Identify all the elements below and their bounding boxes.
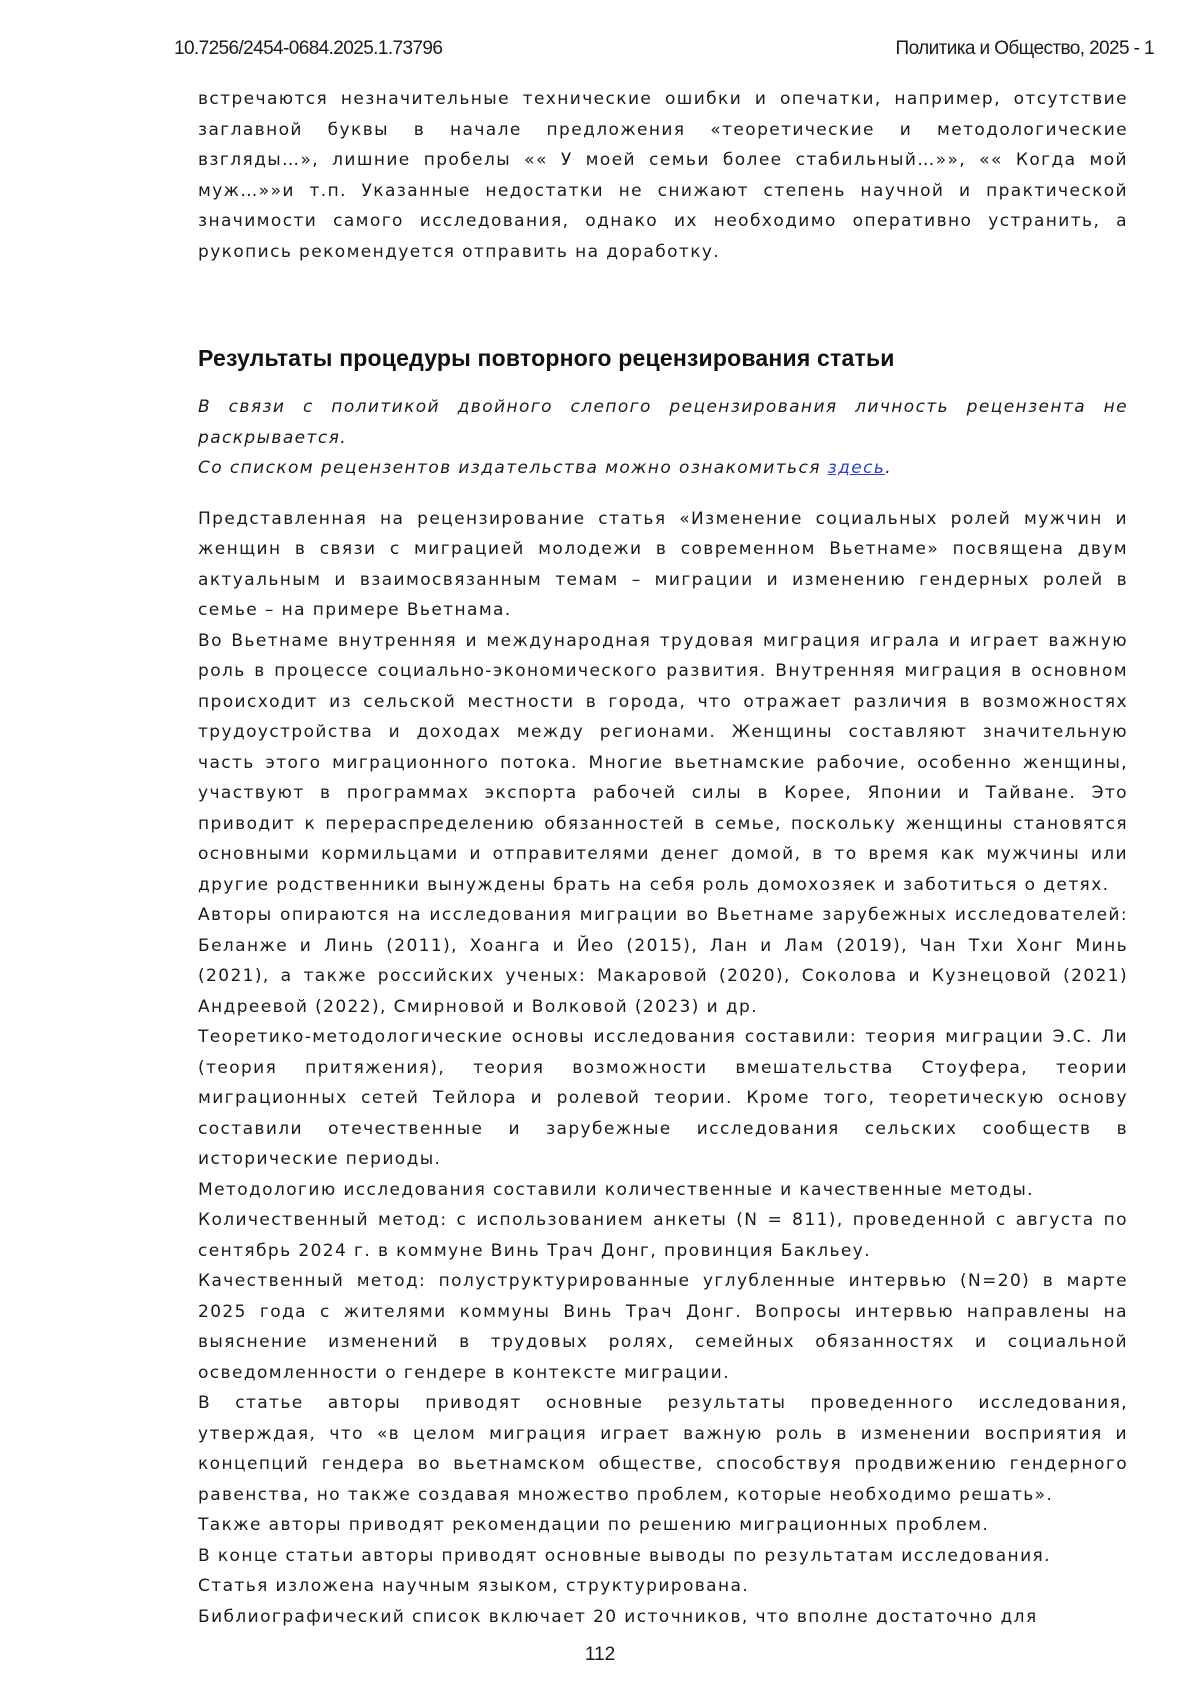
paragraph: В статье авторы приводят основные результаты проведенного исследования, утверждая, что «в целом миграция играет важную роль в изменении восприятия и концепций гендера во вьетнамском обществе, способствуя продвижению гендерного равенства, но также создавая множество проблем, которые необходимо решать». <box>198 1388 1128 1510</box>
notice-line-2-prefix: Со списком рецензентов издательства можно ознакомиться <box>198 458 828 478</box>
review-notice <box>198 392 1128 484</box>
journal-label: Политика и Общество, 2025 - 1 <box>896 38 1154 60</box>
notice-line-2-suffix: . <box>885 458 892 478</box>
doi-label: 10.7256/2454-0684.2025.1.73796 <box>174 38 442 60</box>
notice-line-2 <box>198 453 1128 484</box>
intro-paragraph: встречаются незначительные технические ошибки и опечатки, например, отсутствие заглавной буквы в начале предложения «теоретические и методологические взгляды…», лишние пробелы «« У моей семьи более стабильный…»», «« Когда мой муж…»»и т.п. Указанные недостатки не снижают степень научной и практической значимости самого исследования, однако их необходимо оперативно устранить, а рукопись рекомендуется отправить на доработку. <box>198 84 1128 267</box>
paragraph: Также авторы приводят рекомендации по решению миграционных проблем. <box>198 1510 1128 1541</box>
paragraph: Качественный метод: полуструктурированные углубленные интервью (N=20) в марте 2025 года с жителями коммуны Винь Трач Донг. Вопросы интервью направлены на выяснение изменений в трудовых ролях, семейных обязанностях и социальной осведомленности о гендере в контексте миграции. <box>198 1266 1128 1388</box>
paragraph: Методологию исследования составили количественные и качественные методы. <box>198 1175 1128 1206</box>
paragraph: Статья изложена научным языком, структурирована. <box>198 1571 1128 1602</box>
paragraph: Теоретико-методологические основы исследования составили: теория миграции Э.С. Ли (теория притяжения), теория возможности вмешательства Стоуфера, теории миграционных сетей Тейлора и ролевой теории. Кроме того, теоретическую основу составили отечественные и зарубежные исследования сельских сообществ в исторические периоды. <box>198 1022 1128 1175</box>
paragraph: В конце статьи авторы приводят основные выводы по результатам исследования. <box>198 1541 1128 1572</box>
paragraph: Количественный метод: с использованием анкеты (N = 811), проведенной с августа по сентябрь 2024 г. в коммуне Винь Трач Донг, провинция Бакльеу. <box>198 1205 1128 1266</box>
notice-line-1: В связи с политикой двойного слепого рецензирования личность рецензента не раскрывается. <box>198 392 1128 453</box>
reviewers-link[interactable]: здесь <box>828 458 886 478</box>
paragraph: Библиографический список включает 20 источников, что вполне достаточно для <box>198 1602 1128 1633</box>
review-text <box>198 504 1128 1633</box>
paragraph: Авторы опираются на исследования миграции во Вьетнаме зарубежных исследователей: Беланже и Линь (2011), Хоанга и Йео (2015), Лан и Лам (2019), Чан Тхи Хонг Минь (2021), а также российских ученых: Макаровой (2020), Соколова и Кузнецовой (2021) Андреевой (2022), Смирновой и Волковой (2023) и др. <box>198 900 1128 1022</box>
paragraph: Во Вьетнаме внутренняя и международная трудовая миграция играла и играет важную роль в процессе социально-экономического развития. Внутренняя миграция в основном происходит из сельской местности в города, что отражает различия в возможностях трудоустройства и доходах между регионами. Женщины составляют значительную часть этого миграционного потока. Многие вьетнамские рабочие, особенно женщины, участвуют в программах экспорта рабочей силы в Корее, Японии и Тайване. Это приводит к перераспределению обязанностей в семье, поскольку женщины становятся основными кормильцами и отправителями денег домой, в то время как мужчины или другие родственники вынуждены брать на себя роль домохозяек и заботиться о детях. <box>198 626 1128 901</box>
section-title: Результаты процедуры повторного рецензирования статьи <box>198 345 1128 372</box>
page-number: 112 <box>0 1644 1200 1666</box>
page-header <box>174 34 1154 64</box>
paragraph: Представленная на рецензирование статья «Изменение социальных ролей мужчин и женщин в связи с миграцией молодежи в современном Вьетнаме» посвящена двум актуальным и взаимосвязанным темам – миграции и изменению гендерных ролей в семье – на примере Вьетнама. <box>198 504 1128 626</box>
document-body <box>198 84 1128 1632</box>
